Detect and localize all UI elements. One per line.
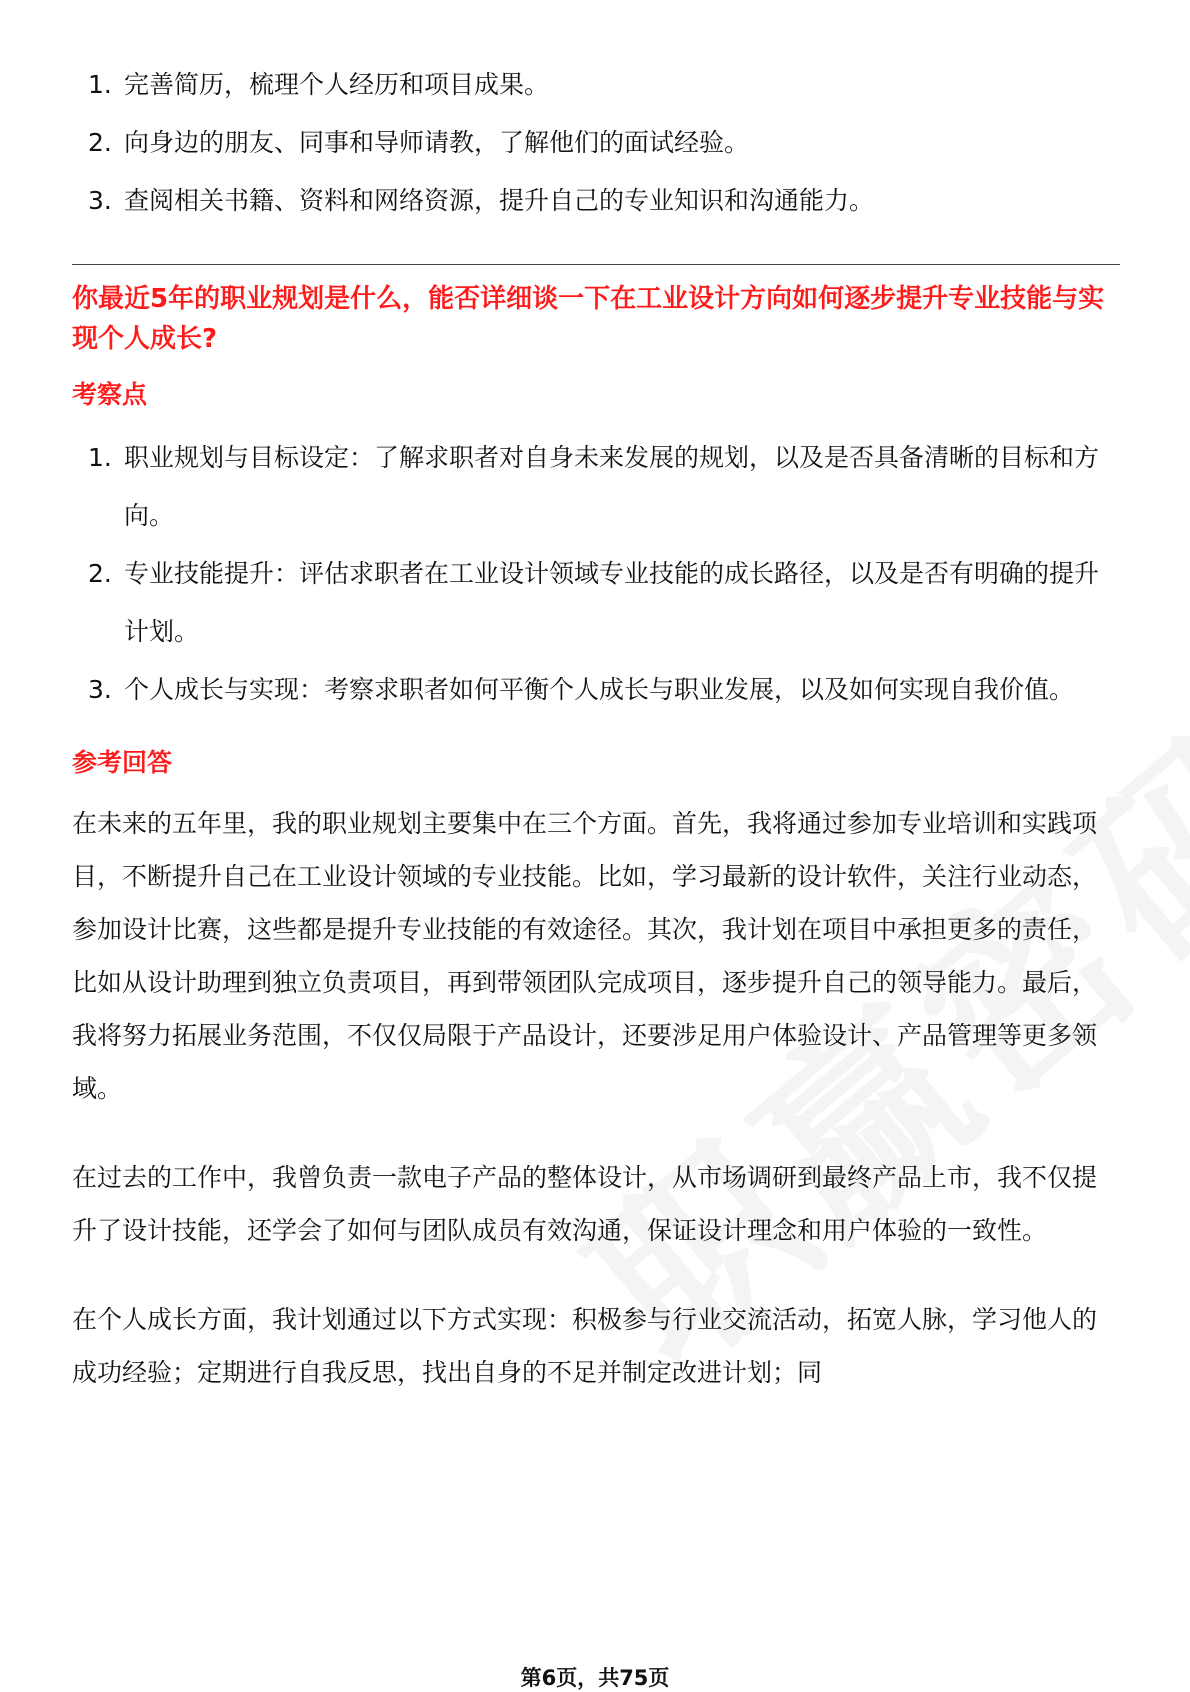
list-number: 3.: [88, 675, 112, 704]
section-divider: [72, 264, 1120, 265]
list-item: [72, 429, 1120, 545]
answer-paragraph: 在未来的五年里，我的职业规划主要集中在三个方面。首先，我将通过参加专业培训和实践项目，不断提升自己在工业设计领域的专业技能。比如，学习最新的设计软件，关注行业动态，参加设计比赛，这些都是提升专业技能的有效途径。其次，我计划在项目中承担更多的责任，比如从设计助理到独立负责项目，再到带领团队完成项目，逐步提升自己的领导能力。最后，我将努力拓展业务范围，不仅仅局限于产品设计，还要涉足用户体验设计、产品管理等更多领域。: [72, 809, 1098, 1103]
list-item: [72, 56, 1120, 114]
list-item: [72, 114, 1120, 172]
answer-paragraph: 在过去的工作中，我曾负责一款电子产品的整体设计，从市场调研到最终产品上市，我不仅提升了设计技能，还学会了如何与团队成员有效沟通，保证设计理念和用户体验的一致性。: [72, 1163, 1098, 1245]
question-heading: 你最近5年的职业规划是什么，能否详细谈一下在工业设计方向如何逐步提升专业技能与实现个人成长?: [72, 284, 1105, 354]
list-item: [72, 545, 1120, 661]
list-number: 3.: [88, 186, 112, 215]
list-text: 完善简历，梳理个人经历和项目成果。: [124, 70, 550, 99]
list-number: 1.: [88, 70, 112, 99]
list-item: [72, 172, 1120, 230]
answer-title: 参考回答: [72, 748, 173, 777]
list-text: 向身边的朋友、同事和导师请教，了解他们的面试经验。: [124, 128, 750, 157]
list-number: 1.: [88, 443, 112, 472]
intro-list: [72, 56, 1120, 230]
list-number: 2.: [88, 559, 112, 588]
answer-paragraph: 在个人成长方面，我计划通过以下方式实现：积极参与行业交流活动，拓宽人脉，学习他人的成功经验；定期进行自我反思，找出自身的不足并制定改进计划；同: [72, 1305, 1098, 1387]
list-text: 个人成长与实现：考察求职者如何平衡个人成长与职业发展，以及如何实现自我价值。: [124, 675, 1075, 704]
exam-points-title: 考察点: [72, 380, 148, 409]
list-text: 查阅相关书籍、资料和网络资源，提升自己的专业知识和沟通能力。: [124, 186, 875, 215]
page-content: [72, 56, 1120, 1435]
list-text: 专业技能提升：评估求职者在工业设计领域专业技能的成长路径，以及是否有明确的提升计划。: [124, 559, 1100, 646]
list-item: [72, 661, 1120, 719]
page-footer: 第6页，共75页: [520, 1666, 670, 1690]
list-text: 职业规划与目标设定：了解求职者对自身未来发展的规划，以及是否具备清晰的目标和方向。: [124, 443, 1100, 530]
list-number: 2.: [88, 128, 112, 157]
exam-points-list: [72, 429, 1120, 719]
